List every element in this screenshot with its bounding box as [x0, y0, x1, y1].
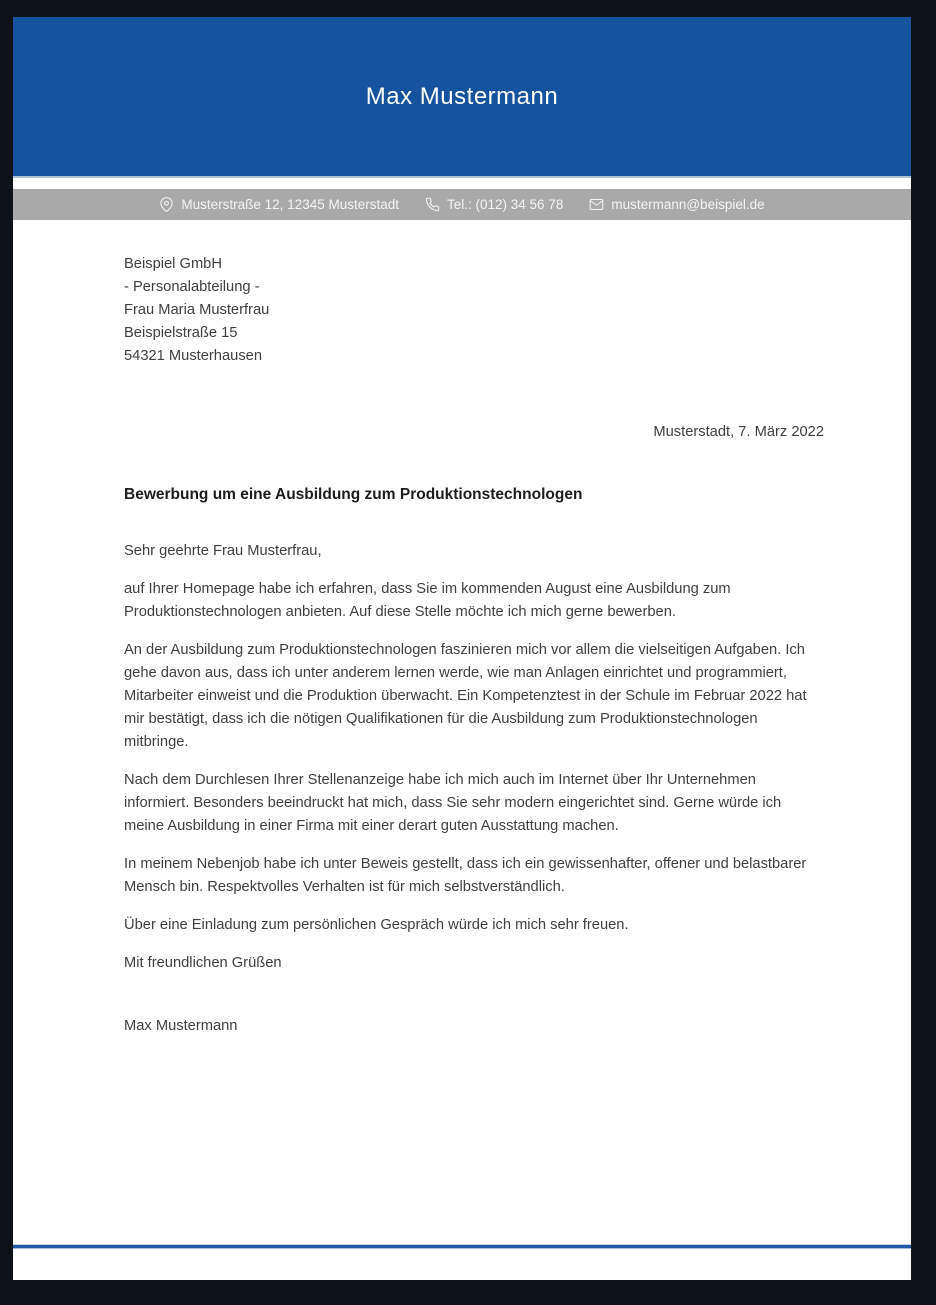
- subject-line: Bewerbung um eine Ausbildung zum Produktionstechnologen: [124, 486, 583, 503]
- contact-bar: [13, 189, 911, 220]
- body-paragraph: An der Ausbildung zum Produktionstechnologen faszinieren mich vor allem die vielseitigen Aufgaben. Ich gehe davon aus, dass ich unter anderem lernen werde, wie man Anlagen einrichtet und programmiert, Mitarbeiter einweist und die Produktion überwacht. Ein Kompetenztest in der Schule im Februar 2022 hat mir bestätigt, dass ich die nötigen Qualifikationen für die Ausbildung zum Produktionstechnologen mitbringe.: [124, 642, 807, 750]
- date-row: [124, 421, 824, 444]
- salutation: Sehr geehrte Frau Musterfrau,: [124, 543, 322, 559]
- letter-page: [13, 17, 911, 1280]
- header-divider: [13, 178, 911, 189]
- letter-body: [13, 220, 911, 1038]
- closing-phrase: Mit freundlichen Grüßen: [124, 955, 282, 971]
- body-paragraph: auf Ihrer Homepage habe ich erfahren, dass Sie im kommenden August eine Ausbildung zum Produktionstechnologen anbieten. Auf diese Stelle möchte ich mich gerne bewerben.: [124, 581, 731, 620]
- contact-phone-text: Tel.: (012) 34 56 78: [447, 197, 564, 212]
- date-line: Musterstadt, 7. März 2022: [653, 424, 824, 440]
- footer-accent-line: [13, 1245, 911, 1248]
- recipient-address: [124, 253, 824, 368]
- recipient-line: Beispielstraße 15: [124, 325, 238, 341]
- body-paragraph: Über eine Einladung zum persönlichen Gespräch würde ich mich sehr freuen.: [124, 917, 629, 933]
- contact-email: [589, 197, 764, 212]
- envelope-icon: [589, 197, 604, 212]
- body-paragraph: In meinem Nebenjob habe ich unter Beweis gestellt, dass ich ein gewissenhafter, offener und belastbarer Mensch bin. Respektvolles Verhalten ist für mich selbstverständlich.: [124, 856, 807, 895]
- recipient-line: - Personalabteilung -: [124, 279, 260, 295]
- letterhead-band: [13, 17, 911, 178]
- contact-phone: [425, 197, 563, 212]
- location-pin-icon: [159, 197, 174, 212]
- applicant-name: Max Mustermann: [365, 82, 559, 110]
- recipient-line: Frau Maria Musterfrau: [124, 302, 270, 318]
- recipient-line: 54321 Musterhausen: [124, 348, 262, 364]
- contact-address: [159, 197, 399, 212]
- phone-icon: [425, 197, 440, 212]
- signature-name: Max Mustermann: [124, 1018, 238, 1034]
- recipient-line: Beispiel GmbH: [124, 256, 222, 272]
- contact-email-text: mustermann@beispiel.de: [611, 197, 765, 212]
- body-paragraph: Nach dem Durchlesen Ihrer Stellenanzeige habe ich mich auch im Internet über Ihr Unternehmen informiert. Besonders beeindruckt hat mich, dass Sie sehr modern eingerichtet sind. Gerne würde ich meine Ausbildung in einer Firma mit einer derart guten Ausstattung machen.: [124, 772, 782, 834]
- contact-address-text: Musterstraße 12, 12345 Musterstadt: [181, 197, 399, 212]
